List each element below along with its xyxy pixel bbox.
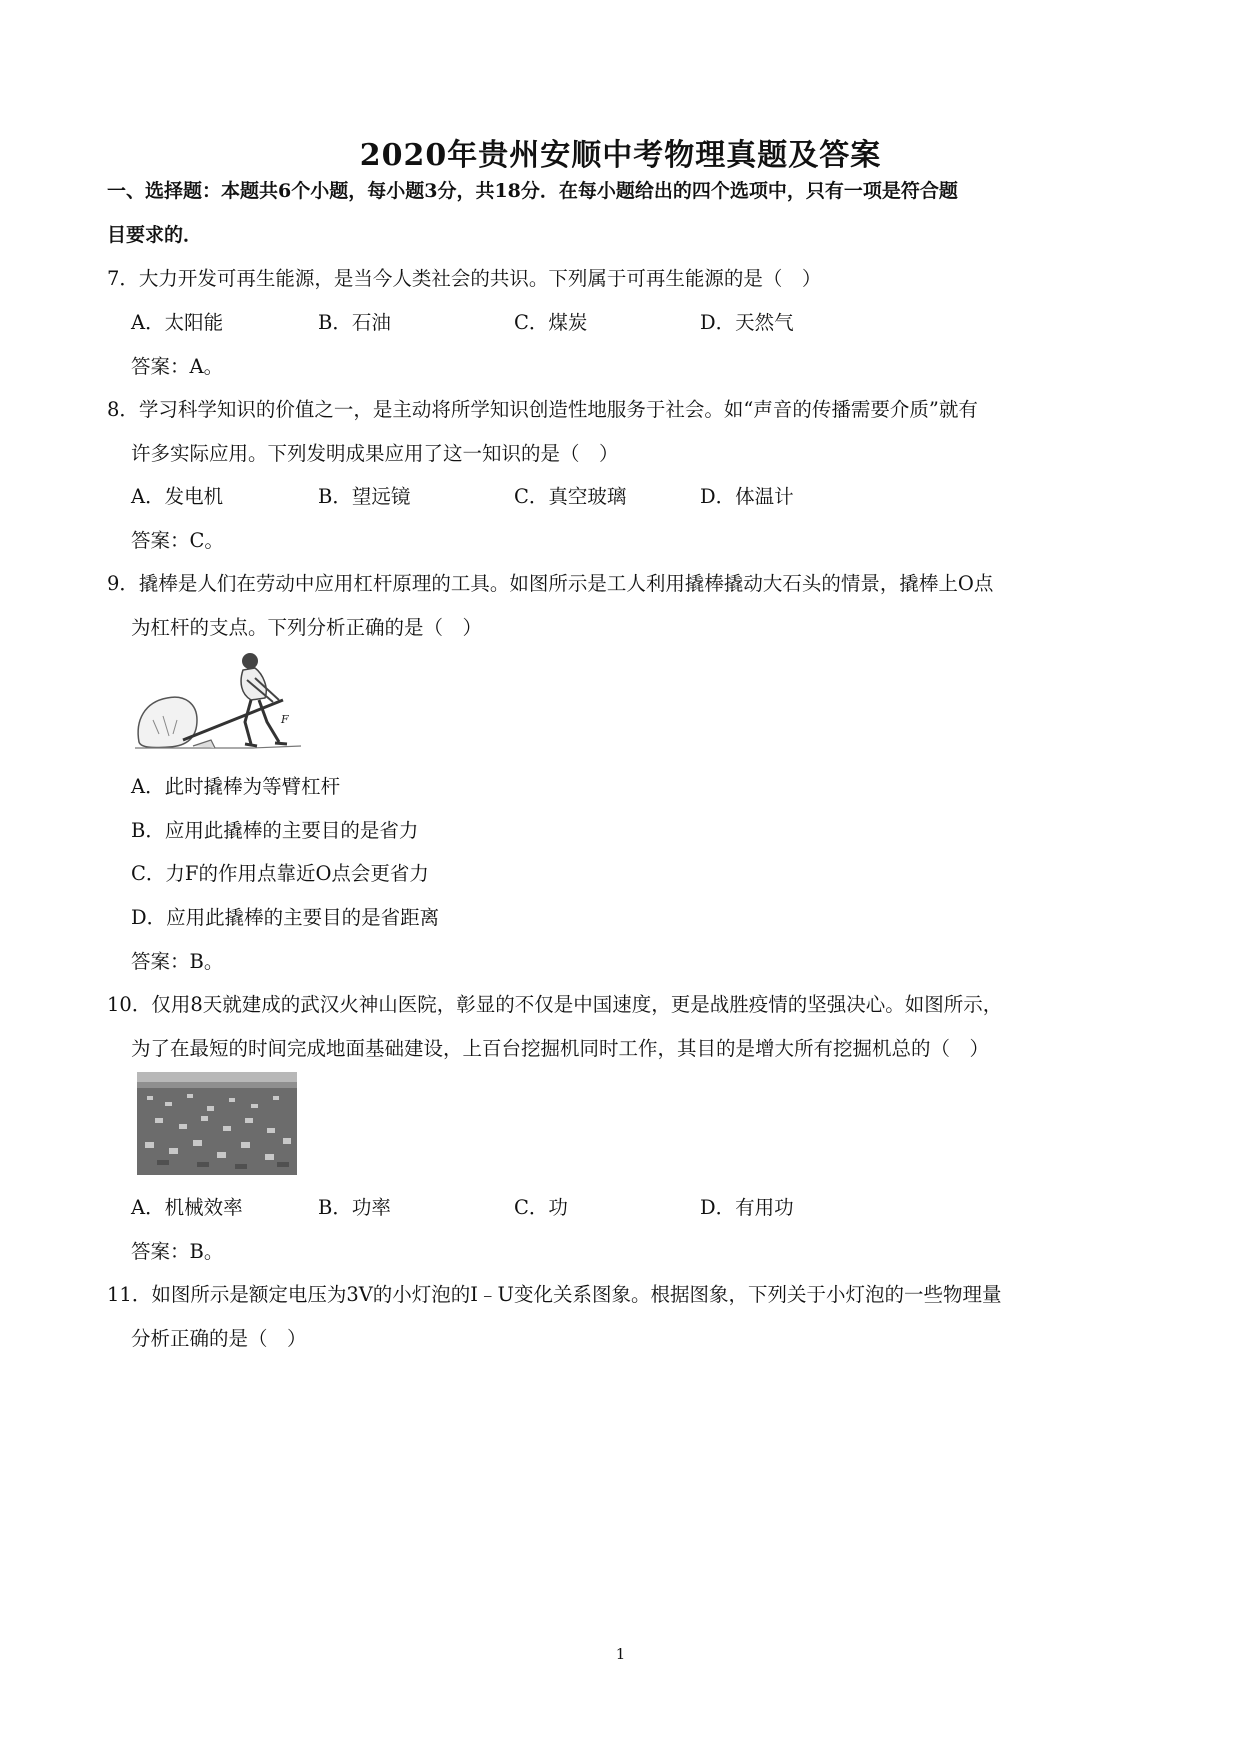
question-7-option-a: A．太阳能 [131, 311, 224, 334]
question-10-option-d: D．有用功 [700, 1196, 794, 1219]
question-10-option-a: A．机械效率 [131, 1196, 243, 1219]
section-header-line1: 一、选择题：本题共6个小题，每小题3分，共18分．在每小题给出的四个选项中，只有一项是符合题 [107, 180, 958, 202]
question-8-option-c: C．真空玻璃 [514, 485, 627, 508]
question-8-option-d: D．体温计 [700, 485, 794, 508]
excavator-site-photo [137, 1072, 297, 1175]
page-title: 2020年贵州安顺中考物理真题及答案 [359, 138, 882, 173]
question-7-answer: 答案：A。 [131, 355, 224, 378]
question-9-option-c: C．力F的作用点靠近O点会更省力 [131, 862, 429, 885]
question-10-stem-line2: 为了在最短的时间完成地面基础建设，上百台挖掘机同时工作，其目的是增大所有挖掘机总的（ ） [131, 1037, 990, 1060]
question-8-option-b: B．望远镜 [318, 485, 411, 508]
question-10-stem-line1: 10．仅用8天就建成的武汉火神山医院，彰显的不仅是中国速度，更是战胜疫情的坚强决心。如图所示， [107, 993, 1003, 1016]
question-11-stem-line2: 分析正确的是（ ） [131, 1327, 307, 1350]
question-9-stem-line1: 9．撬棒是人们在劳动中应用杠杆原理的工具。如图所示是工人利用撬棒撬动大石头的情景，撬棒上O点 [107, 572, 994, 595]
question-9-option-b: B．应用此撬棒的主要目的是省力 [131, 819, 419, 842]
question-7-option-c: C．煤炭 [514, 311, 588, 334]
question-7-stem: 7．大力开发可再生能源，是当今人类社会的共识。下列属于可再生能源的是（ ） [107, 267, 822, 290]
question-11-stem-line1: 11．如图所示是额定电压为3V的小灯泡的I﹣U变化关系图象。根据图象，下列关于小灯泡的一些物理量 [107, 1283, 1002, 1306]
section-header-line2: 目要求的． [107, 224, 203, 246]
question-8-stem-line1: 8．学习科学知识的价值之一，是主动将所学知识创造性地服务于社会。如“声音的传播需要介质”就有 [107, 398, 978, 421]
crowbar-figure [133, 650, 303, 754]
question-9-option-a: A．此时撬棒为等臂杠杆 [131, 775, 341, 798]
force-label: F [281, 713, 289, 726]
question-9-option-d: D．应用此撬棒的主要目的是省距离 [131, 906, 440, 929]
question-10-answer: 答案：B。 [131, 1240, 224, 1263]
question-9-answer: 答案：B。 [131, 950, 224, 973]
question-8-option-a: A．发电机 [131, 485, 224, 508]
question-7-option-d: D．天然气 [700, 311, 794, 334]
question-8-stem-line2: 许多实际应用。下列发明成果应用了这一知识的是（ ） [131, 442, 619, 465]
question-10-option-b: B．功率 [318, 1196, 391, 1219]
question-8-answer: 答案：C。 [131, 529, 224, 552]
question-10-option-c: C．功 [514, 1196, 568, 1219]
question-9-stem-line2: 为杠杆的支点。下列分析正确的是（ ） [131, 616, 483, 639]
page-number: 1 [615, 1645, 626, 1663]
question-7-option-b: B．石油 [318, 311, 391, 334]
